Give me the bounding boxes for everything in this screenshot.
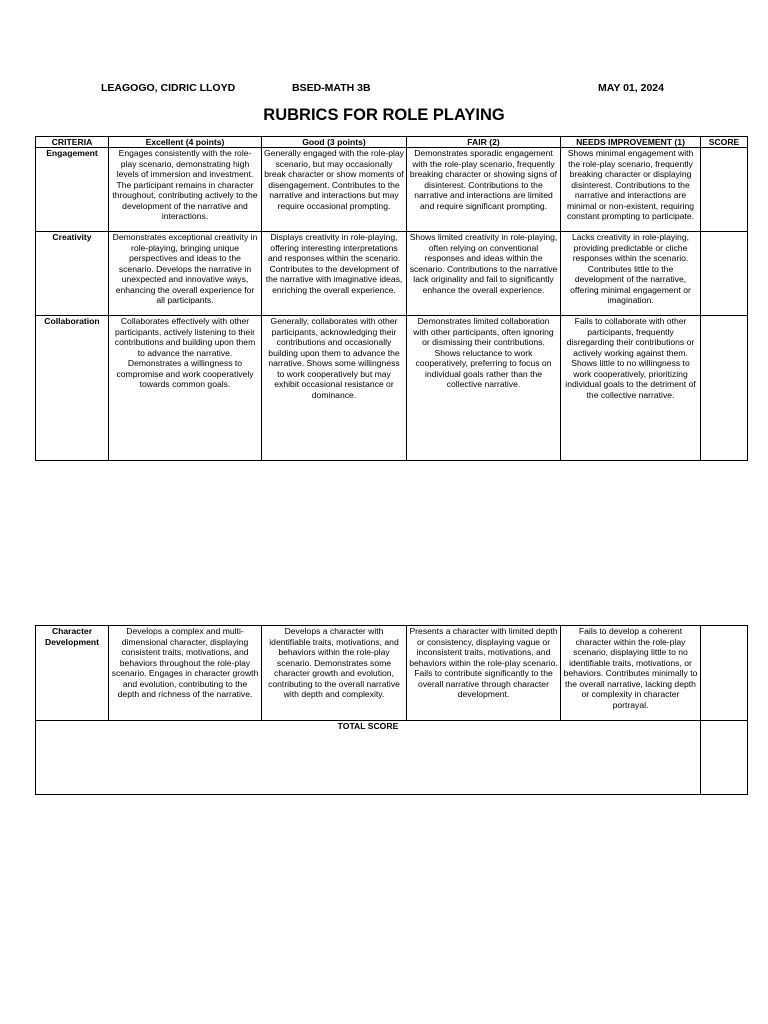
cell-fair: Presents a character with limited depth or consistency, displaying vague or inconsistent traits, motivations, and behaviors within the role-play scenario. Fails to contribute significantly to the overall narrative through character development. — [407, 626, 561, 721]
cell-fair: Demonstrates sporadic engagement with the role-play scenario, frequently breaking character or showing signs of disinterest. Contributions to the narrative and interactions are limited and require significant prompting. — [407, 148, 561, 232]
table-row — [36, 232, 748, 316]
rubric-table — [35, 136, 748, 461]
total-row — [36, 721, 748, 795]
cell-fair: Shows limited creativity in role-playing, often relying on conventional responses and ideas within the scenario. Contributions to the narrative lack originality and fail to significantly enhance the overall experience. — [407, 232, 561, 316]
col-excellent: Excellent (4 points) — [109, 137, 262, 148]
page-title: RUBRICS FOR ROLE PLAYING — [263, 106, 505, 124]
cell-fair: Demonstrates limited collaboration with other participants, often ignoring or dismissing their contributions. Shows reluctance to work cooperatively, preferring to focus on individual goals rather than the collective narrative. — [407, 316, 561, 461]
cell-score[interactable] — [701, 626, 748, 721]
cell-score[interactable] — [701, 316, 748, 461]
criteria-engagement: Engagement — [36, 148, 109, 232]
table-row — [36, 626, 748, 721]
cell-good: Generally, collaborates with other participants, acknowledging their contributions and occasionally building upon them to advance the narrative. Shows some willingness to work cooperatively but may exhibit occasional resistance or dominance. — [262, 316, 407, 461]
criteria-character-development: Character Development — [36, 626, 109, 721]
cell-needs-improvement: Fails to develop a coherent character within the role-play scenario, displaying little to no identifiable traits, motivations, or behaviors. Contributes minimally to the overall narrative, lacking depth or complexity in character portrayal. — [561, 626, 701, 721]
cell-excellent: Demonstrates exceptional creativity in role-playing, bringing unique perspectives and ideas to the scenario. Develops the narrative in unexpected and innovative ways, enhancing the overall experience for all participants. — [109, 232, 262, 316]
col-fair: FAIR (2) — [407, 137, 561, 148]
cell-excellent: Collaborates effectively with other participants, actively listening to their contributions and building upon them to advance the narrative. Demonstrates a willingness to compromise and work cooperatively towards common goals. — [109, 316, 262, 461]
cell-excellent: Develops a complex and multi-dimensional character, displaying consistent traits, motivations, and behaviors throughout the role-play scenario. Engages in character growth and evolution, contributing to the depth and richness of the narrative. — [109, 626, 262, 721]
cell-needs-improvement: Fails to collaborate with other participants, frequently disregarding their contributions or actively working against them. Shows little to no willingness to work cooperatively, prioritizing individual goals to the detriment of the collective narrative. — [561, 316, 701, 461]
cell-score[interactable] — [701, 232, 748, 316]
cell-needs-improvement: Shows minimal engagement with the role-play scenario, frequently breaking character or displaying disinterest. Contributions to the narrative and interactions are minimal or non-existent, requiring constant prompting to participate. — [561, 148, 701, 232]
total-score-label: TOTAL SCORE — [36, 721, 701, 795]
header-section: BSED-MATH 3B — [292, 82, 371, 94]
criteria-creativity: Creativity — [36, 232, 109, 316]
cell-score[interactable] — [701, 148, 748, 232]
total-score-cell[interactable] — [701, 721, 748, 795]
col-good: Good (3 points) — [262, 137, 407, 148]
cell-needs-improvement: Lacks creativity in role-playing, providing predictable or cliche responses within the scenario. Contributes little to the development of the narrative, offering minimal engagement or imagination. — [561, 232, 701, 316]
col-criteria: CRITERIA — [36, 137, 109, 148]
cell-good: Generally engaged with the role-play scenario, but may occasionally break character or show moments of disengagement. Contributes to the narrative and interactions but may require occasional prompting. — [262, 148, 407, 232]
col-score: SCORE — [701, 137, 748, 148]
criteria-collaboration: Collaboration — [36, 316, 109, 461]
header-date: MAY 01, 2024 — [598, 82, 664, 94]
header-row — [36, 137, 748, 148]
col-needs-improvement: NEEDS IMPROVEMENT (1) — [561, 137, 701, 148]
cell-good: Develops a character with identifiable traits, motivations, and behaviors within the role-play scenario. Demonstrates some character growth and evolution, contributing to the overall narrative with depth and complexity. — [262, 626, 407, 721]
cell-excellent: Engages consistently with the role-play scenario, demonstrating high levels of immersion and investment. The participant remains in character throughout, contributing actively to the development of the narrative and interactions. — [109, 148, 262, 232]
rubric-table-continued — [35, 625, 748, 795]
header-name: LEAGOGO, CIDRIC LLOYD — [101, 82, 236, 94]
table-row — [36, 316, 748, 461]
table-row — [36, 148, 748, 232]
cell-good: Displays creativity in role-playing, offering interesting interpretations and responses within the scenario. Contributes to the development of the narrative with imaginative ideas, enriching the overall experience. — [262, 232, 407, 316]
